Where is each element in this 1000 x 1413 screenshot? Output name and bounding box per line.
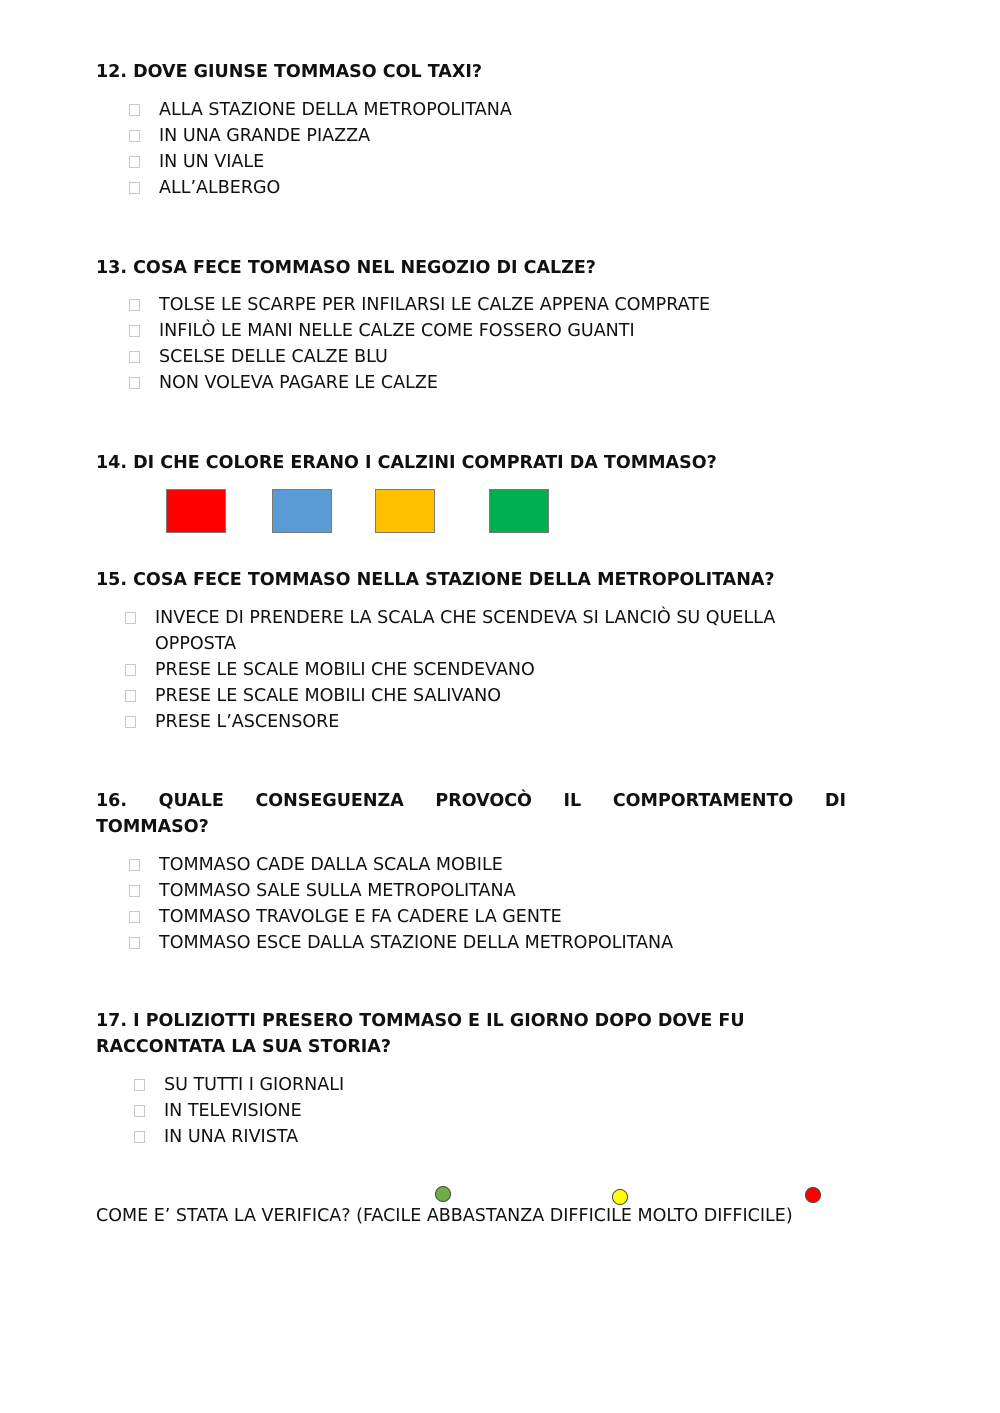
checkbox[interactable] xyxy=(125,716,136,728)
option[interactable] xyxy=(129,97,512,123)
checkbox[interactable] xyxy=(134,1079,145,1091)
question-16-title-line2: TOMMASO? xyxy=(96,817,209,837)
checkbox[interactable] xyxy=(129,351,140,363)
option[interactable] xyxy=(129,344,710,370)
option[interactable] xyxy=(134,1072,344,1098)
question-17-title xyxy=(96,1008,745,1060)
question-13-title: 13. COSA FECE TOMMASO NEL NEGOZIO DI CALZE? xyxy=(96,258,596,278)
option[interactable] xyxy=(129,930,673,956)
option[interactable] xyxy=(129,292,710,318)
title-word: 16. xyxy=(96,791,128,811)
checkbox[interactable] xyxy=(129,859,140,871)
green-swatch[interactable] xyxy=(489,489,549,533)
option-label: ALL’ALBERGO xyxy=(159,178,281,198)
option[interactable] xyxy=(129,904,673,930)
option[interactable] xyxy=(129,852,673,878)
option[interactable] xyxy=(125,657,775,683)
checkbox[interactable] xyxy=(129,299,140,311)
title-word: IL xyxy=(563,791,582,811)
checkbox[interactable] xyxy=(125,690,136,702)
option[interactable] xyxy=(129,175,512,201)
checkbox[interactable] xyxy=(129,325,140,337)
title-word: CONSEGUENZA xyxy=(255,791,404,811)
option[interactable] xyxy=(134,1124,344,1150)
option[interactable] xyxy=(125,605,775,631)
option-label: TOMMASO CADE DALLA SCALA MOBILE xyxy=(159,855,503,875)
question-14-title: 14. DI CHE COLORE ERANO I CALZINI COMPRATI DA TOMMASO? xyxy=(96,453,717,473)
question-15-options xyxy=(125,605,775,735)
option-label: NON VOLEVA PAGARE LE CALZE xyxy=(159,373,438,393)
option-label: ALLA STAZIONE DELLA METROPOLITANA xyxy=(159,100,512,120)
option-label: TOLSE LE SCARPE PER INFILARSI LE CALZE APPENA COMPRATE xyxy=(159,295,711,315)
option-label: IN UN VIALE xyxy=(159,152,265,172)
option[interactable] xyxy=(129,370,710,396)
checkbox[interactable] xyxy=(129,130,140,142)
option-label: SU TUTTI I GIORNALI xyxy=(164,1075,345,1095)
checkbox[interactable] xyxy=(125,612,136,624)
checkbox[interactable] xyxy=(125,664,136,676)
option[interactable] xyxy=(134,1098,344,1124)
checkbox[interactable] xyxy=(129,377,140,389)
option[interactable] xyxy=(129,878,673,904)
title-word: QUALE xyxy=(158,791,224,811)
feedback-question: COME E’ STATA LA VERIFICA? (FACILE ABBASTANZA DIFFICILE MOLTO DIFFICILE) xyxy=(96,1206,793,1226)
question-17-title-line1: 17. I POLIZIOTTI PRESERO TOMMASO E IL GIORNO DOPO DOVE FU xyxy=(96,1011,745,1031)
checkbox[interactable] xyxy=(134,1105,145,1117)
option-label: SCELSE DELLE CALZE BLU xyxy=(159,347,388,367)
checkbox[interactable] xyxy=(129,182,140,194)
option-continuation xyxy=(125,631,775,657)
option-label: PRESE LE SCALE MOBILI CHE SCENDEVANO xyxy=(155,660,535,680)
question-16-title-line1 xyxy=(96,788,846,814)
option-label: TOMMASO ESCE DALLA STAZIONE DELLA METROPOLITANA xyxy=(159,933,674,953)
title-word: COMPORTAMENTO xyxy=(612,791,794,811)
blue-swatch[interactable] xyxy=(272,489,332,533)
checkbox[interactable] xyxy=(129,937,140,949)
option-label: INVECE DI PRENDERE LA SCALA CHE SCENDEVA SI LANCIÒ SU QUELLA xyxy=(155,608,776,628)
option-label: TOMMASO SALE SULLA METROPOLITANA xyxy=(159,881,516,901)
option-label: OPPOSTA xyxy=(155,634,237,654)
question-12-title: 12. DOVE GIUNSE TOMMASO COL TAXI? xyxy=(96,62,482,82)
title-word: DI xyxy=(824,791,846,811)
checkbox[interactable] xyxy=(129,104,140,116)
question-13-options xyxy=(129,292,710,396)
option[interactable] xyxy=(125,709,775,735)
hard-dot-icon[interactable] xyxy=(805,1187,821,1203)
yellow-swatch[interactable] xyxy=(375,489,435,533)
red-swatch[interactable] xyxy=(166,489,226,533)
question-16-options xyxy=(129,852,673,956)
question-12-options xyxy=(129,97,512,201)
option-label: IN UNA RIVISTA xyxy=(164,1127,299,1147)
question-17-options xyxy=(134,1072,344,1150)
option-label: IN TELEVISIONE xyxy=(164,1101,302,1121)
option-label: IN UNA GRANDE PIAZZA xyxy=(159,126,371,146)
question-17-title-line2: RACCONTATA LA SUA STORIA? xyxy=(96,1037,392,1057)
option[interactable] xyxy=(129,318,710,344)
option-label: TOMMASO TRAVOLGE E FA CADERE LA GENTE xyxy=(159,907,562,927)
question-15-title: 15. COSA FECE TOMMASO NELLA STAZIONE DELLA METROPOLITANA? xyxy=(96,570,775,590)
option[interactable] xyxy=(129,123,512,149)
option-label: PRESE L’ASCENSORE xyxy=(155,712,340,732)
easy-dot-icon[interactable] xyxy=(435,1186,451,1202)
checkbox[interactable] xyxy=(129,156,140,168)
option-label: INFILÒ LE MANI NELLE CALZE COME FOSSERO GUANTI xyxy=(159,321,635,341)
option[interactable] xyxy=(129,149,512,175)
title-word: PROVOCÒ xyxy=(435,791,532,811)
checkbox[interactable] xyxy=(129,885,140,897)
checkbox[interactable] xyxy=(129,911,140,923)
question-16-title xyxy=(96,788,846,840)
option-label: PRESE LE SCALE MOBILI CHE SALIVANO xyxy=(155,686,502,706)
option[interactable] xyxy=(125,683,775,709)
checkbox[interactable] xyxy=(134,1131,145,1143)
